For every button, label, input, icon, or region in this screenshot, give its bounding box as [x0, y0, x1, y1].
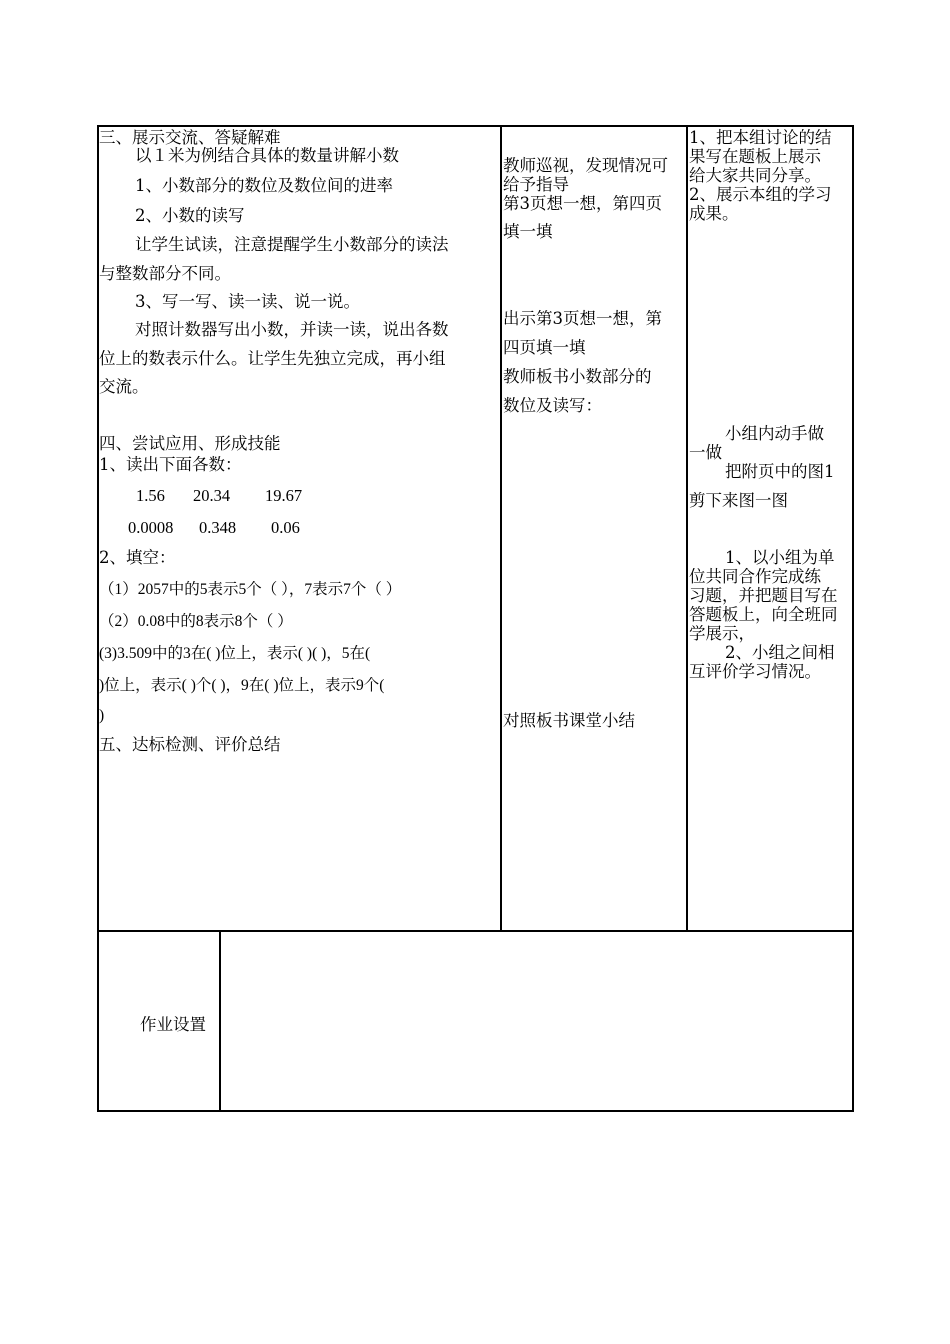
exercise1-number: 19.67 [265, 486, 303, 505]
exercise2-title: 2、填空： [99, 548, 176, 567]
para-read-line1: 让学生试读，注意提醒学生小数部分的读法 [135, 235, 449, 254]
section3-intro: 以１米为例结合具体的数量讲解小数 [135, 146, 399, 165]
table-row-divider [97, 930, 854, 932]
board-line2: 数位及读写： [503, 396, 602, 415]
exercise2-question3-line1: (3)3.509中的3在( )位上，表示( )( )，5在( [99, 645, 371, 662]
group-line6: 2、小组之间相 [725, 643, 835, 662]
hands-on-line1: 小组内动手做 [725, 424, 824, 443]
exercise1-number: 0.06 [271, 518, 300, 537]
exercise1-number: 0.0008 [128, 518, 174, 537]
group-line5: 学展示， [689, 624, 755, 643]
cut-line1: 把附页中的图1 [725, 462, 835, 481]
patrol-line2: 给予指导 [503, 175, 569, 194]
exercise2-question3-line2: )位上，表示( )个( )，9在( )位上，表示9个( [99, 677, 385, 694]
section5-heading: 五、达标检测、评价总结 [99, 735, 281, 754]
column-divider-1 [500, 125, 502, 931]
table-bottom-border [97, 1110, 854, 1112]
section3-heading: 三、展示交流、答疑解难 [99, 128, 281, 147]
exercise2-question1: （1）2057中的5表示5个（ ），7表示7个（ ） [99, 581, 402, 598]
group-line2: 位共同合作完成练 [689, 567, 821, 586]
group-line3: 习题，并把题目写在 [689, 586, 838, 605]
homework-label: 作业设置 [140, 1015, 206, 1034]
exercise1-number: 0.348 [199, 518, 237, 537]
para-counter-line2: 位上的数表示什么。让学生先独立完成，再小组 [99, 349, 446, 368]
exercise2-question3-line3: ) [99, 707, 105, 724]
page3-line2: 填一填 [503, 222, 553, 241]
share-line2: 果写在题板上展示 [689, 147, 821, 166]
share-line5: 成果。 [689, 204, 739, 223]
table-top-border [97, 125, 854, 127]
patrol-line1: 教师巡视，发现情况可 [503, 156, 668, 175]
para-counter-line3: 交流。 [99, 377, 149, 396]
exercise1-title: 1、读出下面各数： [99, 455, 242, 474]
class-summary: 对照板书课堂小结 [503, 711, 635, 730]
exercise2-question2: （2）0.08中的8表示8个（ ） [99, 613, 293, 630]
group-line7: 互评价学习情况。 [689, 662, 821, 681]
board-line1: 教师板书小数部分的 [503, 367, 652, 386]
section4-heading: 四、尝试应用、形成技能 [99, 434, 281, 453]
share-line4: 2、展示本组的学习 [689, 185, 832, 204]
page3-line1: 第3页想一想，第四页 [503, 194, 662, 213]
column-divider-2 [686, 125, 688, 931]
para-read-line2: 与整数部分不同。 [99, 264, 231, 283]
group-line1: 1、以小组为单 [725, 548, 835, 567]
cut-line2: 剪下来图一图 [689, 491, 788, 510]
para-counter-line1: 对照计数器写出小数，并读一读，说出各数 [135, 320, 449, 339]
table-right-border [852, 125, 854, 1112]
hands-on-line2: 一做 [689, 443, 722, 462]
exercise1-number: 20.34 [193, 486, 231, 505]
homework-label-divider [219, 930, 221, 1111]
show-line1: 出示第3页想一想，第 [503, 309, 662, 328]
show-line2: 四页填一填 [503, 338, 586, 357]
item-1: 1、小数部分的数位及数位间的进率 [135, 176, 393, 195]
share-line3: 给大家共同分享。 [689, 166, 821, 185]
item-2: 2、小数的读写 [135, 206, 245, 225]
exercise1-number: 1.56 [136, 486, 165, 505]
item-3: 3、写一写、读一读、说一说。 [135, 292, 360, 311]
group-line4: 答题板上，向全班同 [689, 605, 838, 624]
share-line1: 1、把本组讨论的结 [689, 128, 832, 147]
